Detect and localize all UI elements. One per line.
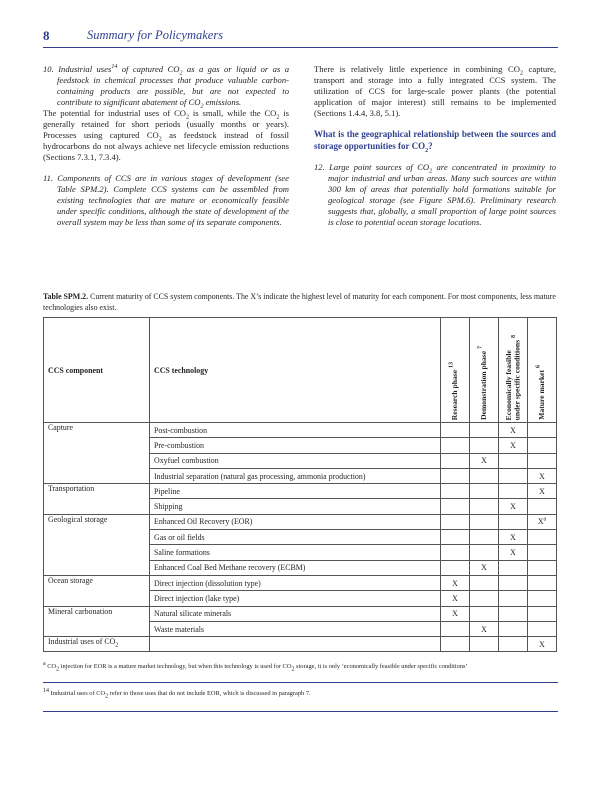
cell-technology: Enhanced Oil Recovery (EOR) <box>150 514 441 529</box>
empty-cell <box>441 453 470 468</box>
maturity-mark: X <box>441 591 470 606</box>
maturity-mark: X <box>499 530 528 545</box>
cell-component: Industrial uses of $CO_2$ <box>44 637 150 652</box>
table-row <box>44 575 557 590</box>
cell-component: Capture <box>44 423 150 484</box>
maturity-mark: X <box>528 637 557 652</box>
page-number: 8 <box>43 28 50 43</box>
header-technology: CCS technology <box>150 318 441 423</box>
empty-cell <box>441 423 470 438</box>
cell-technology <box>150 637 441 652</box>
bottom-rule <box>43 711 558 712</box>
cell-component: Mineral carbonation <box>44 606 150 637</box>
empty-cell <box>499 468 528 483</box>
cell-technology: Pre-combustion <box>150 438 441 453</box>
cell-technology: Direct injection (dissolution type) <box>150 575 441 590</box>
empty-cell <box>499 453 528 468</box>
empty-cell <box>441 499 470 514</box>
empty-cell <box>499 514 528 529</box>
maturity-mark: X <box>499 545 528 560</box>
maturity-mark: X <box>470 621 499 636</box>
item-11: 11. Components of CCS are in various stages of development (see Table SPM.2). Complete CCS systems can be assembled from existing technologies that are mature or economically feasible under specific conditions, although the state of development of the overall system may be less than some of its separate components. <box>43 173 289 227</box>
cell-technology: Saline formations <box>150 545 441 560</box>
cell-technology: Enhanced Coal Bed Methane recovery (ECBM) <box>150 560 441 575</box>
maturity-mark: X <box>499 423 528 438</box>
table-note: $^a$ $CO_2$ injection for EOR is a mature market technology, but when this technology is used for $CO_2$ storage, it is only ‘economically feasible under specific conditions’ <box>43 660 468 673</box>
header-component: CCS component <box>44 318 150 423</box>
header-mature: Mature market $^6$ <box>528 318 557 423</box>
empty-cell <box>528 453 557 468</box>
empty-cell <box>470 468 499 483</box>
page-header <box>43 28 563 46</box>
cell-technology: Direct injection (lake type) <box>150 591 441 606</box>
empty-cell <box>441 438 470 453</box>
empty-cell <box>470 545 499 560</box>
header-demonstration: Demonstration phase $^7$ <box>470 318 499 423</box>
section-question: What is the geographical relationship between the sources and storage opportunities for $CO_2$? <box>314 129 556 154</box>
cell-technology: Pipeline <box>150 484 441 499</box>
empty-cell <box>470 606 499 621</box>
empty-cell <box>499 637 528 652</box>
empty-cell <box>470 438 499 453</box>
maturity-mark: X <box>528 484 557 499</box>
table-row <box>44 484 557 499</box>
empty-cell <box>528 606 557 621</box>
empty-cell <box>528 530 557 545</box>
empty-cell <box>470 530 499 545</box>
empty-cell <box>528 591 557 606</box>
cell-component: Transportation <box>44 484 150 515</box>
empty-cell <box>499 560 528 575</box>
item-10: 10. Industrial uses$^{14}$ of captured $CO_2$ as a gas or liquid or as a feedstock in chemical processes that produce valuable carbon-containing products are possible, but are not expected to contribute to significant abatement of $CO_2$ emissions. <box>43 64 290 110</box>
empty-cell <box>470 423 499 438</box>
paragraph-integration: There is relatively little experience in combining $CO_2$ capture, transport and storage into a fully integrated CCS system. The utilization of CCS for large-scale power plants (the potential application of major interest) still remains to be implemented (Sections 1.4.4, 3.8, 5.1). <box>314 64 556 118</box>
running-title: Summary for Policymakers <box>87 28 224 42</box>
cell-technology: Industrial separation (natural gas processing, ammonia production) <box>150 468 441 483</box>
empty-cell <box>499 621 528 636</box>
maturity-mark: X <box>441 606 470 621</box>
cell-technology: Shipping <box>150 499 441 514</box>
right-column <box>314 64 556 228</box>
empty-cell <box>528 621 557 636</box>
empty-cell <box>441 468 470 483</box>
empty-cell <box>441 545 470 560</box>
maturity-mark: X <box>528 468 557 483</box>
table-row <box>44 514 557 529</box>
empty-cell <box>499 591 528 606</box>
cell-component: Geological storage <box>44 514 150 575</box>
cell-technology: Natural silicate minerals <box>150 606 441 621</box>
empty-cell <box>441 514 470 529</box>
header-research: Research phase $^{13}$ <box>441 318 470 423</box>
empty-cell <box>470 591 499 606</box>
empty-cell <box>441 621 470 636</box>
footnote-rule <box>43 682 558 683</box>
table-row <box>44 637 557 652</box>
table-caption: Table SPM.2. Current maturity of CCS system components. The X’s indicate the highest level of maturity for each component. For most components, less mature technologies also exist. <box>43 292 556 312</box>
header-economic: Economically feasible under specific conditions $^8$ <box>499 318 528 423</box>
empty-cell <box>499 606 528 621</box>
cell-technology: Oxyfuel combustion <box>150 453 441 468</box>
cell-technology: Post-combustion <box>150 423 441 438</box>
empty-cell <box>528 499 557 514</box>
maturity-mark: X <box>499 499 528 514</box>
table-header-row <box>44 318 557 423</box>
empty-cell <box>470 499 499 514</box>
header-rule <box>43 47 558 48</box>
maturity-mark: X <box>441 575 470 590</box>
maturity-mark: X <box>470 560 499 575</box>
empty-cell <box>441 637 470 652</box>
empty-cell <box>470 575 499 590</box>
maturity-mark: X <box>499 438 528 453</box>
cell-component: Ocean storage <box>44 575 150 606</box>
cell-technology: Gas or oil fields <box>150 530 441 545</box>
empty-cell <box>528 575 557 590</box>
maturity-mark: $X^a$ <box>528 514 557 529</box>
empty-cell <box>528 560 557 575</box>
empty-cell <box>470 637 499 652</box>
empty-cell <box>499 484 528 499</box>
empty-cell <box>441 530 470 545</box>
empty-cell <box>441 560 470 575</box>
footnote-14: $^{14}$ Industrial uses of $CO_2$ refer to those uses that do not include EOR, which is discussed in paragraph 7. <box>43 687 311 700</box>
cell-technology: Waste materials <box>150 621 441 636</box>
maturity-mark: X <box>470 453 499 468</box>
maturity-table <box>43 317 557 652</box>
table-row <box>44 606 557 621</box>
empty-cell <box>470 514 499 529</box>
item-12: 12. Large point sources of $CO_2$ are concentrated in proximity to major industrial and urban areas. Many such sources are within 300 km of areas that potentially hold formations suitable for geological storage (see Figure SPM.6). Preliminary research suggests that, globally, a small proportion of large point sources is close to potential ocean storage locations. <box>314 162 556 227</box>
paragraph-industrial-uses: The potential for industrial uses of $CO_2$ is small, while the $CO_2$ is generally retained for short periods (usually months or years). Processes using captured $CO_2$ as feedstock instead of fossil hydrocarbons do not always achieve net lifecycle emission reductions (Sections 7.3.1, 7.3.4). <box>43 108 289 162</box>
empty-cell <box>441 484 470 499</box>
table-body <box>44 423 557 652</box>
empty-cell <box>528 423 557 438</box>
left-column <box>43 64 289 228</box>
empty-cell <box>470 484 499 499</box>
empty-cell <box>528 438 557 453</box>
table-row <box>44 423 557 438</box>
empty-cell <box>499 575 528 590</box>
empty-cell <box>528 545 557 560</box>
